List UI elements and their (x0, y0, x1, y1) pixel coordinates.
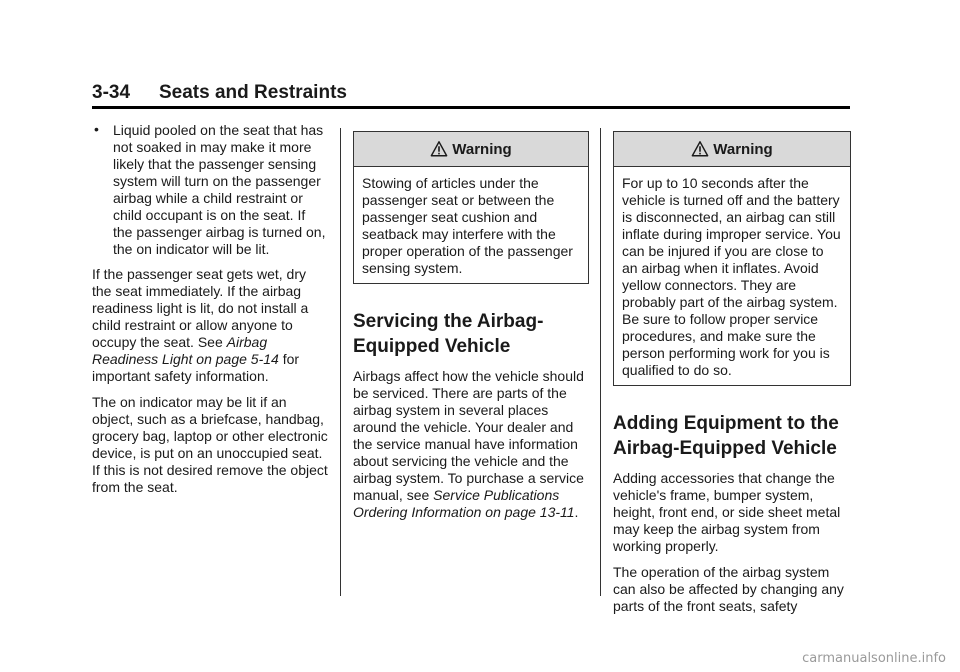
bullet-icon: • (94, 121, 99, 137)
paragraph: Adding accessories that change the vehicle's frame, bumper system, height, front end, or side sheet metal may keep the airbag system from working properly. (613, 470, 841, 554)
warning-body (354, 167, 588, 283)
warning-box (353, 131, 589, 284)
column-divider (600, 128, 601, 596)
warning-header (354, 132, 588, 167)
cross-reference-link[interactable]: Airbag Readiness Light on page 5-14 (92, 334, 279, 367)
bullet-text: Liquid pooled on the seat that has not soaked in may make it more likely that the passenger sensing system will turn on the passenger airbag while a child restraint or child occupant is on the seat. If the passenger airbag is turned on, the on indicator will be lit. (113, 122, 326, 257)
page-header (92, 80, 850, 109)
paragraph: The on indicator may be lit if an object, such as a briefcase, handbag, grocery bag, laptop or other electronic device, is put on an unoccupied seat. If this is not desired remove the object from the seat. (92, 394, 328, 495)
page-number: 3-34 (92, 82, 131, 103)
warning-text: For up to 10 seconds after the vehicle is turned off and the battery is disconnected, an airbag can still inflate during improper service. You can be injured if you are close to an airbag when it inflates. Avoid yellow connectors. They are probably part of the airbag system. Be sure to follow proper service procedures, and make sure the person performing work for you is qualified to do so. (622, 175, 841, 378)
warning-title: Warning (452, 140, 512, 158)
column-2 (353, 122, 589, 530)
warning-title: Warning (713, 140, 773, 158)
warning-body (614, 167, 850, 385)
warning-triangle-icon (430, 140, 448, 158)
paragraph: Airbags affect how the vehicle should be serviced. There are parts of the airbag system in several places around the vehicle. Your dealer and the service manual have information about servicing the vehicle and the airbag system. To purchase a service manual, see Service Publications Ordering Information on page 13-11. (353, 368, 584, 520)
bullet-item (92, 122, 328, 258)
section-title: Seats and Restraints (159, 82, 347, 103)
warning-text: Stowing of articles under the passenger seat or between the passenger seat cushion and seatback may interfere with the proper operation of the passenger sensing system. (362, 175, 573, 276)
watermark: carmanualsonline.info (802, 651, 946, 666)
cross-reference-link[interactable]: Service Publications Ordering Information on page 13-11 (353, 487, 575, 520)
warning-triangle-icon (691, 140, 709, 158)
column-3 (613, 122, 851, 624)
warning-header (614, 132, 850, 167)
paragraph: If the passenger seat gets wet, dry the seat immediately. If the airbag readiness light is lit, do not install a child restraint or allow anyone to occupy the seat. See Airbag Readiness Light on page 5-14 for important safety information. (92, 266, 309, 384)
column-1 (92, 122, 328, 505)
warning-box (613, 131, 851, 386)
section-heading: Adding Equipment to the Airbag-Equipped Vehicle (613, 413, 839, 459)
column-divider (340, 128, 341, 596)
paragraph: The operation of the airbag system can also be affected by changing any parts of the front seats, safety (613, 564, 844, 614)
section-heading: Servicing the Airbag-Equipped Vehicle (353, 311, 544, 357)
